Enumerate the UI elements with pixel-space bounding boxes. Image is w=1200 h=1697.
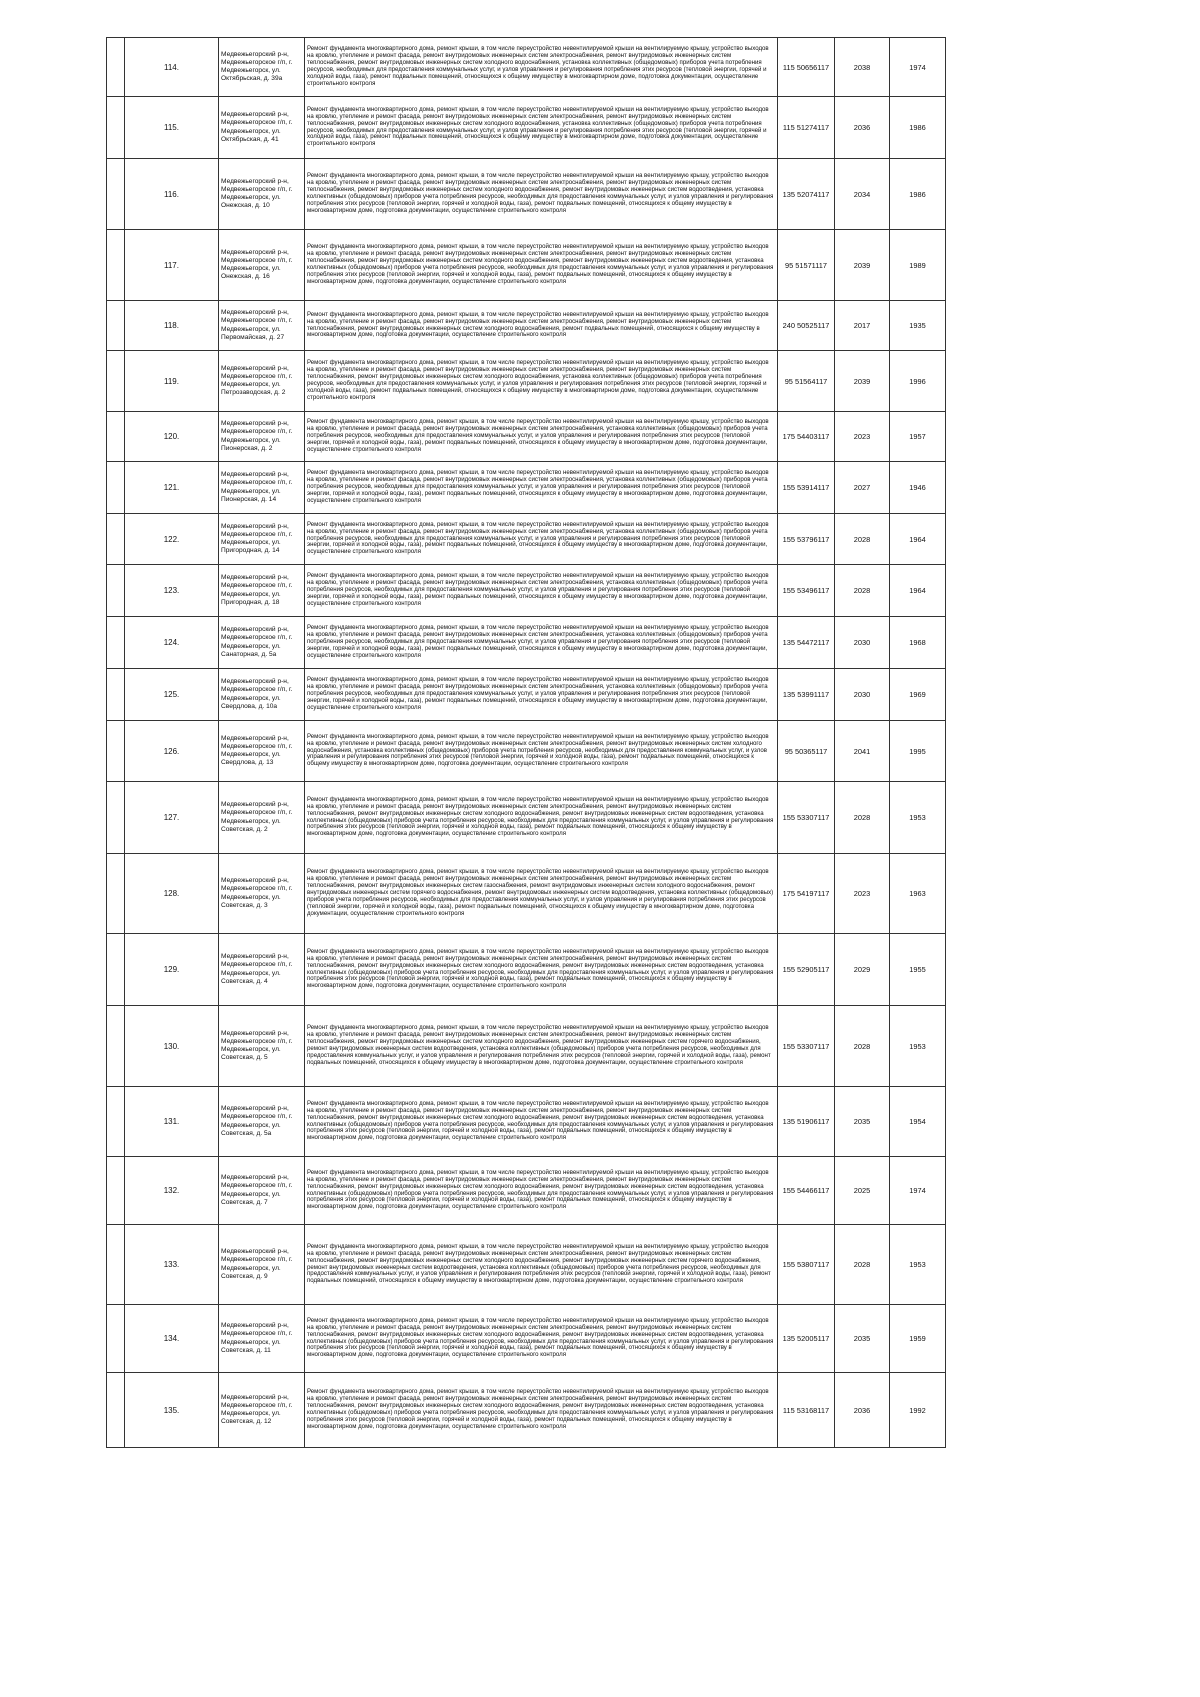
row-number: 134.	[125, 1305, 219, 1373]
cost-cell: 115 53168117	[778, 1373, 835, 1448]
cost-cell: 155 52905117	[778, 934, 835, 1006]
cost-cell: 240 50525117	[778, 301, 835, 351]
cost-cell: 135 54472117	[778, 617, 835, 669]
table-row	[107, 412, 946, 462]
address-cell: Медвежьегорский р-н, Медвежьегорское г/п, г. Медвежьегорск, ул. Пригородная, д. 18	[219, 565, 305, 617]
cost-cell: 135 52005117	[778, 1305, 835, 1373]
repair-year-cell: 2039	[835, 351, 890, 412]
table-row	[107, 351, 946, 412]
row-number: 119.	[125, 351, 219, 412]
repair-year-cell: 2039	[835, 230, 890, 301]
table-row	[107, 301, 946, 351]
row-number: 135.	[125, 1373, 219, 1448]
row-number: 132.	[125, 1157, 219, 1225]
repair-year-cell: 2028	[835, 565, 890, 617]
built-year-cell: 1995	[890, 721, 946, 782]
repair-year-cell: 2030	[835, 669, 890, 721]
address-cell: Медвежьегорский р-н, Медвежьегорское г/п, г. Медвежьегорск, ул. Свердлова, д. 10а	[219, 669, 305, 721]
row-number: 123.	[125, 565, 219, 617]
built-year-cell: 1946	[890, 462, 946, 514]
table-row	[107, 159, 946, 230]
blank-cell	[107, 1006, 125, 1087]
built-year-cell: 1986	[890, 97, 946, 159]
built-year-cell: 1974	[890, 1157, 946, 1225]
table-row	[107, 1373, 946, 1448]
blank-cell	[107, 351, 125, 412]
row-number: 124.	[125, 617, 219, 669]
blank-cell	[107, 1305, 125, 1373]
table-row	[107, 1006, 946, 1087]
row-number: 131.	[125, 1087, 219, 1157]
blank-cell	[107, 782, 125, 854]
cost-cell: 155 53496117	[778, 565, 835, 617]
cost-cell: 95 51571117	[778, 230, 835, 301]
row-number: 125.	[125, 669, 219, 721]
cost-cell: 115 50656117	[778, 38, 835, 97]
address-cell: Медвежьегорский р-н, Медвежьегорское г/п, г. Медвежьегорск, ул. Октябрьская, д. 41	[219, 97, 305, 159]
table-row	[107, 514, 946, 565]
address-cell: Медвежьегорский р-н, Медвежьегорское г/п, г. Медвежьегорск, ул. Онежская, д. 16	[219, 230, 305, 301]
works-cell: Ремонт фундамента многоквартирного дома, ремонт крыши, в том числе переустройство невентилируемой крыши на вентилируемую крышу, устройство выходов на кровлю, утепление и ремонт фасада, ремонт внутридомовых инженерных систем электроснабжения, ремонт внутридомовых инженерных систем теплоснабжения, ремонт внутридомовых инженерных систем холодного водоснабжения, ремонт внутридомовых инженерных систем водоотведения, установка коллективных (общедомовых) приборов учета потребления ресурсов, необходимых для предоставления коммунальных услуг, и узлов управления и регулирования потребления этих ресурсов (тепловой энергии, горячей и холодной воды, газа), ремонт подвальных помещений, относящихся к общему имуществу в многоквартирном доме, подготовка документации, осуществление строительного контроля	[305, 782, 778, 854]
built-year-cell: 1986	[890, 159, 946, 230]
works-cell: Ремонт фундамента многоквартирного дома, ремонт крыши, в том числе переустройство невентилируемой крыши на вентилируемую крышу, устройство выходов на кровлю, утепление и ремонт фасада, ремонт внутридомовых инженерных систем электроснабжения, ремонт внутридомовых инженерных систем теплоснабжения, ремонт внутридомовых инженерных систем холодного водоснабжения, ремонт внутридомовых инженерных систем водоотведения, установка коллективных (общедомовых) приборов учета потребления ресурсов, необходимых для предоставления коммунальных услуг, и узлов управления и регулирования потребления этих ресурсов (тепловой энергии, горячей и холодной воды, газа), ремонт подвальных помещений, относящихся к общему имуществу в многоквартирном доме, подготовка документации, осуществление строительного контроля	[305, 159, 778, 230]
blank-cell	[107, 412, 125, 462]
built-year-cell: 1953	[890, 1006, 946, 1087]
address-cell: Медвежьегорский р-н, Медвежьегорское г/п, г. Медвежьегорск, ул. Онежская, д. 10	[219, 159, 305, 230]
works-cell: Ремонт фундамента многоквартирного дома, ремонт крыши, в том числе переустройство невентилируемой крыши на вентилируемую крышу, устройство выходов на кровлю, утепление и ремонт фасада, ремонт внутридомовых инженерных систем электроснабжения, ремонт внутридомовых инженерных систем теплоснабжения, ремонт внутридомовых инженерных систем холодного водоснабжения, ремонт внутридомовых инженерных систем горячего водоснабжения, ремонт внутридомовых инженерных систем водоотведения, установка коллективных (общедомовых) приборов учета потребления ресурсов, необходимых для предоставления коммунальных услуг, и узлов управления и регулирования потребления этих ресурсов (тепловой энергии, горячей и холодной воды, газа), ремонт подвальных помещений, относящихся к общему имуществу в многоквартирном доме, подготовка документации, осуществление строительного контроля	[305, 1006, 778, 1087]
address-cell: Медвежьегорский р-н, Медвежьегорское г/п, г. Медвежьегорск, ул. Пригородная, д. 14	[219, 514, 305, 565]
cost-cell: 175 54403117	[778, 412, 835, 462]
built-year-cell: 1957	[890, 412, 946, 462]
table-row	[107, 854, 946, 934]
table-row	[107, 38, 946, 97]
cost-cell: 115 51274117	[778, 97, 835, 159]
built-year-cell: 1959	[890, 1305, 946, 1373]
works-cell: Ремонт фундамента многоквартирного дома, ремонт крыши, в том числе переустройство невентилируемой крыши на вентилируемую крышу, устройство выходов на кровлю, утепление и ремонт фасада, ремонт внутридомовых инженерных систем электроснабжения, ремонт внутридомовых инженерных систем теплоснабжения, ремонт внутридомовых инженерных систем холодного водоснабжения, ремонт внутридомовых инженерных систем водоотведения, установка коллективных (общедомовых) приборов учета потребления ресурсов, необходимых для предоставления коммунальных услуг, и узлов управления и регулирования потребления этих ресурсов (тепловой энергии, горячей и холодной воды, газа), ремонт подвальных помещений, относящихся к общему имуществу в многоквартирном доме, подготовка документации, осуществление строительного контроля	[305, 934, 778, 1006]
address-cell: Медвежьегорский р-н, Медвежьегорское г/п, г. Медвежьегорск, ул. Пионерская, д. 2	[219, 412, 305, 462]
address-cell: Медвежьегорский р-н, Медвежьегорское г/п, г. Медвежьегорск, ул. Советская, д. 7	[219, 1157, 305, 1225]
works-cell: Ремонт фундамента многоквартирного дома, ремонт крыши, в том числе переустройство невентилируемой крыши на вентилируемую крышу, устройство выходов на кровлю, утепление и ремонт фасада, ремонт внутридомовых инженерных систем электроснабжения, ремонт внутридомовых инженерных систем холодного водоснабжения, установка коллективных (общедомовых) приборов учета потребления ресурсов, необходимых для предоставления коммунальных услуг, и узлов управления и регулирования потребления этих ресурсов (тепловой энергии, горячей и холодной воды, газа), ремонт подвальных помещений, относящихся к общему имуществу в многоквартирном доме, подготовка документации, осуществление строительного контроля	[305, 721, 778, 782]
cost-cell: 95 51564117	[778, 351, 835, 412]
repair-year-cell: 2036	[835, 97, 890, 159]
built-year-cell: 1953	[890, 782, 946, 854]
built-year-cell: 1964	[890, 565, 946, 617]
built-year-cell: 1996	[890, 351, 946, 412]
table-row	[107, 934, 946, 1006]
repair-year-cell: 2023	[835, 854, 890, 934]
works-cell: Ремонт фундамента многоквартирного дома, ремонт крыши, в том числе переустройство невентилируемой крыши на вентилируемую крышу, устройство выходов на кровлю, утепление и ремонт фасада, ремонт внутридомовых инженерных систем электроснабжения, установка коллективных (общедомовых) приборов учета потребления ресурсов, необходимых для предоставления коммунальных услуг, и узлов управления и регулирования потребления этих ресурсов (тепловой энергии, горячей и холодной воды, газа), ремонт подвальных помещений, относящихся к общему имуществу в многоквартирном доме, подготовка документации, осуществление строительного контроля	[305, 617, 778, 669]
table-row	[107, 617, 946, 669]
works-cell: Ремонт фундамента многоквартирного дома, ремонт крыши, в том числе переустройство невентилируемой крыши на вентилируемую крышу, устройство выходов на кровлю, утепление и ремонт фасада, ремонт внутридомовых инженерных систем электроснабжения, ремонт внутридомовых инженерных систем теплоснабжения, ремонт внутридомовых инженерных систем холодного водоснабжения, установка коллективных (общедомовых) приборов учета потребления ресурсов, необходимых для предоставления коммунальных услуг, и узлов управления и регулирования потребления этих ресурсов (тепловой энергии, горячей и холодной воды, газа), ремонт подвальных помещений, относящихся к общему имуществу в многоквартирном доме, подготовка документации, осуществление строительного контроля	[305, 351, 778, 412]
row-number: 126.	[125, 721, 219, 782]
table-row	[107, 565, 946, 617]
repair-year-cell: 2027	[835, 462, 890, 514]
row-number: 127.	[125, 782, 219, 854]
blank-cell	[107, 1157, 125, 1225]
works-cell: Ремонт фундамента многоквартирного дома, ремонт крыши, в том числе переустройство невентилируемой крыши на вентилируемую крышу, устройство выходов на кровлю, утепление и ремонт фасада, ремонт внутридомовых инженерных систем электроснабжения, ремонт внутридомовых инженерных систем теплоснабжения, ремонт внутридомовых инженерных систем холодного водоснабжения, ремонт внутридомовых инженерных систем водоотведения, установка коллективных (общедомовых) приборов учета потребления ресурсов, необходимых для предоставления коммунальных услуг, и узлов управления и регулирования потребления этих ресурсов (тепловой энергии, горячей и холодной воды, газа), ремонт подвальных помещений, относящихся к общему имуществу в многоквартирном доме, подготовка документации, осуществление строительного контроля	[305, 1087, 778, 1157]
cost-cell: 135 53991117	[778, 669, 835, 721]
works-cell: Ремонт фундамента многоквартирного дома, ремонт крыши, в том числе переустройство невентилируемой крыши на вентилируемую крышу, устройство выходов на кровлю, утепление и ремонт фасада, ремонт внутридомовых инженерных систем электроснабжения, ремонт внутридомовых инженерных систем теплоснабжения, ремонт внутридомовых инженерных систем холодного водоснабжения, ремонт внутридомовых инженерных систем горячего водоснабжения, ремонт внутридомовых инженерных систем водоотведения, установка коллективных (общедомовых) приборов учета потребления ресурсов, необходимых для предоставления коммунальных услуг, и узлов управления и регулирования потребления этих ресурсов (тепловой энергии, горячей и холодной воды, газа), ремонт подвальных помещений, относящихся к общему имуществу в многоквартирном доме, подготовка документации, осуществление строительного контроля	[305, 1225, 778, 1305]
table-row	[107, 1087, 946, 1157]
table-row	[107, 782, 946, 854]
table-row	[107, 230, 946, 301]
row-number: 129.	[125, 934, 219, 1006]
address-cell: Медвежьегорский р-н, Медвежьегорское г/п, г. Медвежьегорск, ул. Советская, д. 9	[219, 1225, 305, 1305]
row-number: 130.	[125, 1006, 219, 1087]
blank-cell	[107, 1373, 125, 1448]
built-year-cell: 1964	[890, 514, 946, 565]
row-number: 115.	[125, 97, 219, 159]
cost-cell: 135 51906117	[778, 1087, 835, 1157]
cost-cell: 95 50365117	[778, 721, 835, 782]
row-number: 117.	[125, 230, 219, 301]
cost-cell: 155 53807117	[778, 1225, 835, 1305]
repair-year-cell: 2028	[835, 1225, 890, 1305]
built-year-cell: 1974	[890, 38, 946, 97]
built-year-cell: 1955	[890, 934, 946, 1006]
cost-cell: 155 53307117	[778, 1006, 835, 1087]
blank-cell	[107, 514, 125, 565]
works-cell: Ремонт фундамента многоквартирного дома, ремонт крыши, в том числе переустройство невентилируемой крыши на вентилируемую крышу, устройство выходов на кровлю, утепление и ремонт фасада, ремонт внутридомовых инженерных систем электроснабжения, ремонт внутридомовых инженерных систем теплоснабжения, ремонт внутридомовых инженерных систем холодного водоснабжения, ремонт внутридомовых инженерных систем водоотведения, установка коллективных (общедомовых) приборов учета потребления ресурсов, необходимых для предоставления коммунальных услуг, и узлов управления и регулирования потребления этих ресурсов (тепловой энергии, горячей и холодной воды, газа), ремонт подвальных помещений, относящихся к общему имуществу в многоквартирном доме, подготовка документации, осуществление строительного контроля	[305, 230, 778, 301]
works-cell: Ремонт фундамента многоквартирного дома, ремонт крыши, в том числе переустройство невентилируемой крыши на вентилируемую крышу, устройство выходов на кровлю, утепление и ремонт фасада, ремонт внутридомовых инженерных систем электроснабжения, установка коллективных (общедомовых) приборов учета потребления ресурсов, необходимых для предоставления коммунальных услуг, и узлов управления и регулирования потребления этих ресурсов (тепловой энергии, горячей и холодной воды, газа), ремонт подвальных помещений, относящихся к общему имуществу в многоквартирном доме, подготовка документации, осуществление строительного контроля	[305, 412, 778, 462]
repair-year-cell: 2028	[835, 1006, 890, 1087]
blank-cell	[107, 38, 125, 97]
blank-cell	[107, 854, 125, 934]
row-number: 128.	[125, 854, 219, 934]
repair-year-cell: 2029	[835, 934, 890, 1006]
cost-cell: 135 52074117	[778, 159, 835, 230]
repair-year-cell: 2041	[835, 721, 890, 782]
repair-year-cell: 2034	[835, 159, 890, 230]
blank-cell	[107, 721, 125, 782]
table-row	[107, 1225, 946, 1305]
repair-year-cell: 2025	[835, 1157, 890, 1225]
address-cell: Медвежьегорский р-н, Медвежьегорское г/п, г. Медвежьегорск, ул. Советская, д. 11	[219, 1305, 305, 1373]
repair-year-cell: 2035	[835, 1087, 890, 1157]
table-row	[107, 1157, 946, 1225]
address-cell: Медвежьегорский р-н, Медвежьегорское г/п, г. Медвежьегорск, ул. Советская, д. 4	[219, 934, 305, 1006]
table-row	[107, 1305, 946, 1373]
repair-year-cell: 2038	[835, 38, 890, 97]
works-cell: Ремонт фундамента многоквартирного дома, ремонт крыши, в том числе переустройство невентилируемой крыши на вентилируемую крышу, устройство выходов на кровлю, утепление и ремонт фасада, ремонт внутридомовых инженерных систем электроснабжения, установка коллективных (общедомовых) приборов учета потребления ресурсов, необходимых для предоставления коммунальных услуг, и узлов управления и регулирования потребления этих ресурсов (тепловой энергии, горячей и холодной воды, газа), ремонт подвальных помещений, относящихся к общему имуществу в многоквартирном доме, подготовка документации, осуществление строительного контроля	[305, 462, 778, 514]
address-cell: Медвежьегорский р-н, Медвежьегорское г/п, г. Медвежьегорск, ул. Свердлова, д. 13	[219, 721, 305, 782]
repair-year-cell: 2028	[835, 514, 890, 565]
address-cell: Медвежьегорский р-н, Медвежьегорское г/п, г. Медвежьегорск, ул. Первомайская, д. 27	[219, 301, 305, 351]
built-year-cell: 1992	[890, 1373, 946, 1448]
works-cell: Ремонт фундамента многоквартирного дома, ремонт крыши, в том числе переустройство невентилируемой крыши на вентилируемую крышу, устройство выходов на кровлю, утепление и ремонт фасада, ремонт внутридомовых инженерных систем электроснабжения, ремонт внутридомовых инженерных систем теплоснабжения, ремонт внутридомовых инженерных систем холодного водоснабжения, ремонт подвальных помещений, относящихся к общему имуществу в многоквартирном доме, подготовка документации, осуществление строительного контроля	[305, 301, 778, 351]
built-year-cell: 1969	[890, 669, 946, 721]
table-row	[107, 669, 946, 721]
capital-repair-table	[106, 37, 946, 1448]
address-cell: Медвежьегорский р-н, Медвежьегорское г/п, г. Медвежьегорск, ул. Советская, д. 5	[219, 1006, 305, 1087]
row-number: 114.	[125, 38, 219, 97]
repair-year-cell: 2030	[835, 617, 890, 669]
address-cell: Медвежьегорский р-н, Медвежьегорское г/п, г. Медвежьегорск, ул. Советская, д. 3	[219, 854, 305, 934]
document-page	[106, 37, 926, 1448]
works-cell: Ремонт фундамента многоквартирного дома, ремонт крыши, в том числе переустройство невентилируемой крыши на вентилируемую крышу, устройство выходов на кровлю, утепление и ремонт фасада, ремонт внутридомовых инженерных систем электроснабжения, ремонт внутридомовых инженерных систем теплоснабжения, ремонт внутридомовых инженерных систем холодного водоснабжения, ремонт внутридомовых инженерных систем водоотведения, установка коллективных (общедомовых) приборов учета потребления ресурсов, необходимых для предоставления коммунальных услуг, и узлов управления и регулирования потребления этих ресурсов (тепловой энергии, горячей и холодной воды, газа), ремонт подвальных помещений, относящихся к общему имуществу в многоквартирном доме, подготовка документации, осуществление строительного контроля	[305, 1157, 778, 1225]
cost-cell: 155 54466117	[778, 1157, 835, 1225]
works-cell: Ремонт фундамента многоквартирного дома, ремонт крыши, в том числе переустройство невентилируемой крыши на вентилируемую крышу, устройство выходов на кровлю, утепление и ремонт фасада, ремонт внутридомовых инженерных систем электроснабжения, установка коллективных (общедомовых) приборов учета потребления ресурсов, необходимых для предоставления коммунальных услуг, и узлов управления и регулирования потребления этих ресурсов (тепловой энергии, горячей и холодной воды, газа), ремонт подвальных помещений, относящихся к общему имуществу в многоквартирном доме, подготовка документации, осуществление строительного контроля	[305, 669, 778, 721]
built-year-cell: 1954	[890, 1087, 946, 1157]
blank-cell	[107, 462, 125, 514]
cost-cell: 175 54197117	[778, 854, 835, 934]
row-number: 121.	[125, 462, 219, 514]
address-cell: Медвежьегорский р-н, Медвежьегорское г/п, г. Медвежьегорск, ул. Санаторная, д. 5а	[219, 617, 305, 669]
repair-year-cell: 2035	[835, 1305, 890, 1373]
address-cell: Медвежьегорский р-н, Медвежьегорское г/п, г. Медвежьегорск, ул. Пионерская, д. 14	[219, 462, 305, 514]
row-number: 116.	[125, 159, 219, 230]
blank-cell	[107, 669, 125, 721]
built-year-cell: 1935	[890, 301, 946, 351]
cost-cell: 155 53914117	[778, 462, 835, 514]
built-year-cell: 1989	[890, 230, 946, 301]
cost-cell: 155 53796117	[778, 514, 835, 565]
blank-cell	[107, 159, 125, 230]
works-cell: Ремонт фундамента многоквартирного дома, ремонт крыши, в том числе переустройство невентилируемой крыши на вентилируемую крышу, устройство выходов на кровлю, утепление и ремонт фасада, ремонт внутридомовых инженерных систем электроснабжения, ремонт внутридомовых инженерных систем теплоснабжения, ремонт внутридомовых инженерных систем холодного водоснабжения, ремонт внутридомовых инженерных систем водоотведения, установка коллективных (общедомовых) приборов учета потребления ресурсов, необходимых для предоставления коммунальных услуг, и узлов управления и регулирования потребления этих ресурсов (тепловой энергии, горячей и холодной воды, газа), ремонт подвальных помещений, относящихся к общему имуществу в многоквартирном доме, подготовка документации, осуществление строительного контроля	[305, 1373, 778, 1448]
row-number: 122.	[125, 514, 219, 565]
repair-year-cell: 2023	[835, 412, 890, 462]
row-number: 120.	[125, 412, 219, 462]
blank-cell	[107, 565, 125, 617]
repair-year-cell: 2028	[835, 782, 890, 854]
works-cell: Ремонт фундамента многоквартирного дома, ремонт крыши, в том числе переустройство невентилируемой крыши на вентилируемую крышу, устройство выходов на кровлю, утепление и ремонт фасада, ремонт внутридомовых инженерных систем электроснабжения, ремонт внутридомовых инженерных систем теплоснабжения, ремонт внутридомовых инженерных систем холодного водоснабжения, установка коллективных (общедомовых) приборов учета потребления ресурсов, необходимых для предоставления коммунальных услуг, и узлов управления и регулирования потребления этих ресурсов (тепловой энергии, горячей и холодной воды, газа), ремонт подвальных помещений, относящихся к общему имуществу в многоквартирном доме, подготовка документации, осуществление строительного контроля	[305, 97, 778, 159]
blank-cell	[107, 1225, 125, 1305]
address-cell: Медвежьегорский р-н, Медвежьегорское г/п, г. Медвежьегорск, ул. Петрозаводская, д. 2	[219, 351, 305, 412]
blank-cell	[107, 230, 125, 301]
built-year-cell: 1963	[890, 854, 946, 934]
blank-cell	[107, 934, 125, 1006]
cost-cell: 155 53307117	[778, 782, 835, 854]
row-number: 133.	[125, 1225, 219, 1305]
address-cell: Медвежьегорский р-н, Медвежьегорское г/п, г. Медвежьегорск, ул. Советская, д. 5а	[219, 1087, 305, 1157]
works-cell: Ремонт фундамента многоквартирного дома, ремонт крыши, в том числе переустройство невентилируемой крыши на вентилируемую крышу, устройство выходов на кровлю, утепление и ремонт фасада, ремонт внутридомовых инженерных систем электроснабжения, ремонт внутридомовых инженерных систем теплоснабжения, ремонт внутридомовых инженерных систем холодного водоснабжения, ремонт внутридомовых инженерных систем водоотведения, установка коллективных (общедомовых) приборов учета потребления ресурсов, необходимых для предоставления коммунальных услуг, и узлов управления и регулирования потребления этих ресурсов (тепловой энергии, горячей и холодной воды, газа), ремонт подвальных помещений, относящихся к общему имуществу в многоквартирном доме, подготовка документации, осуществление строительного контроля	[305, 1305, 778, 1373]
blank-cell	[107, 97, 125, 159]
works-cell: Ремонт фундамента многоквартирного дома, ремонт крыши, в том числе переустройство невентилируемой крыши на вентилируемую крышу, устройство выходов на кровлю, утепление и ремонт фасада, ремонт внутридомовых инженерных систем электроснабжения, ремонт внутридомовых инженерных систем теплоснабжения, ремонт внутридомовых инженерных систем газоснабжения, ремонт внутридомовых инженерных систем холодного водоснабжения, ремонт внутридомовых инженерных систем горячего водоснабжения, ремонт внутридомовых инженерных систем водоотведения, установка коллективных (общедомовых) приборов учета потребления ресурсов, необходимых для предоставления коммунальных услуг, и узлов управления и регулирования потребления этих ресурсов (тепловой энергии, горячей и холодной воды, газа), ремонт подвальных помещений, относящихся к общему имуществу в многоквартирном доме, подготовка документации, осуществление строительного контроля	[305, 854, 778, 934]
table-row	[107, 462, 946, 514]
works-cell: Ремонт фундамента многоквартирного дома, ремонт крыши, в том числе переустройство невентилируемой крыши на вентилируемую крышу, устройство выходов на кровлю, утепление и ремонт фасада, ремонт внутридомовых инженерных систем электроснабжения, установка коллективных (общедомовых) приборов учета потребления ресурсов, необходимых для предоставления коммунальных услуг, и узлов управления и регулирования потребления этих ресурсов (тепловой энергии, горячей и холодной воды, газа), ремонт подвальных помещений, относящихся к общему имуществу в многоквартирном доме, подготовка документации, осуществление строительного контроля	[305, 514, 778, 565]
address-cell: Медвежьегорский р-н, Медвежьегорское г/п, г. Медвежьегорск, ул. Октябрьская, д. 39а	[219, 38, 305, 97]
address-cell: Медвежьегорский р-н, Медвежьегорское г/п, г. Медвежьегорск, ул. Советская, д. 12	[219, 1373, 305, 1448]
works-cell: Ремонт фундамента многоквартирного дома, ремонт крыши, в том числе переустройство невентилируемой крыши на вентилируемую крышу, устройство выходов на кровлю, утепление и ремонт фасада, ремонт внутридомовых инженерных систем электроснабжения, ремонт внутридомовых инженерных систем теплоснабжения, ремонт внутридомовых инженерных систем холодного водоснабжения, установка коллективных (общедомовых) приборов учета потребления ресурсов, необходимых для предоставления коммунальных услуг, и узлов управления и регулирования потребления этих ресурсов (тепловой энергии, горячей и холодной воды, газа), ремонт подвальных помещений, относящихся к общему имуществу в многоквартирном доме, подготовка документации, осуществление строительного контроля	[305, 38, 778, 97]
table-row	[107, 97, 946, 159]
built-year-cell: 1953	[890, 1225, 946, 1305]
repair-year-cell: 2036	[835, 1373, 890, 1448]
address-cell: Медвежьегорский р-н, Медвежьегорское г/п, г. Медвежьегорск, ул. Советская, д. 2	[219, 782, 305, 854]
blank-cell	[107, 617, 125, 669]
works-cell: Ремонт фундамента многоквартирного дома, ремонт крыши, в том числе переустройство невентилируемой крыши на вентилируемую крышу, устройство выходов на кровлю, утепление и ремонт фасада, ремонт внутридомовых инженерных систем электроснабжения, установка коллективных (общедомовых) приборов учета потребления ресурсов, необходимых для предоставления коммунальных услуг, и узлов управления и регулирования потребления этих ресурсов (тепловой энергии, горячей и холодной воды, газа), ремонт подвальных помещений, относящихся к общему имуществу в многоквартирном доме, подготовка документации, осуществление строительного контроля	[305, 565, 778, 617]
blank-cell	[107, 301, 125, 351]
table-row	[107, 721, 946, 782]
repair-year-cell: 2017	[835, 301, 890, 351]
row-number: 118.	[125, 301, 219, 351]
built-year-cell: 1968	[890, 617, 946, 669]
blank-cell	[107, 1087, 125, 1157]
